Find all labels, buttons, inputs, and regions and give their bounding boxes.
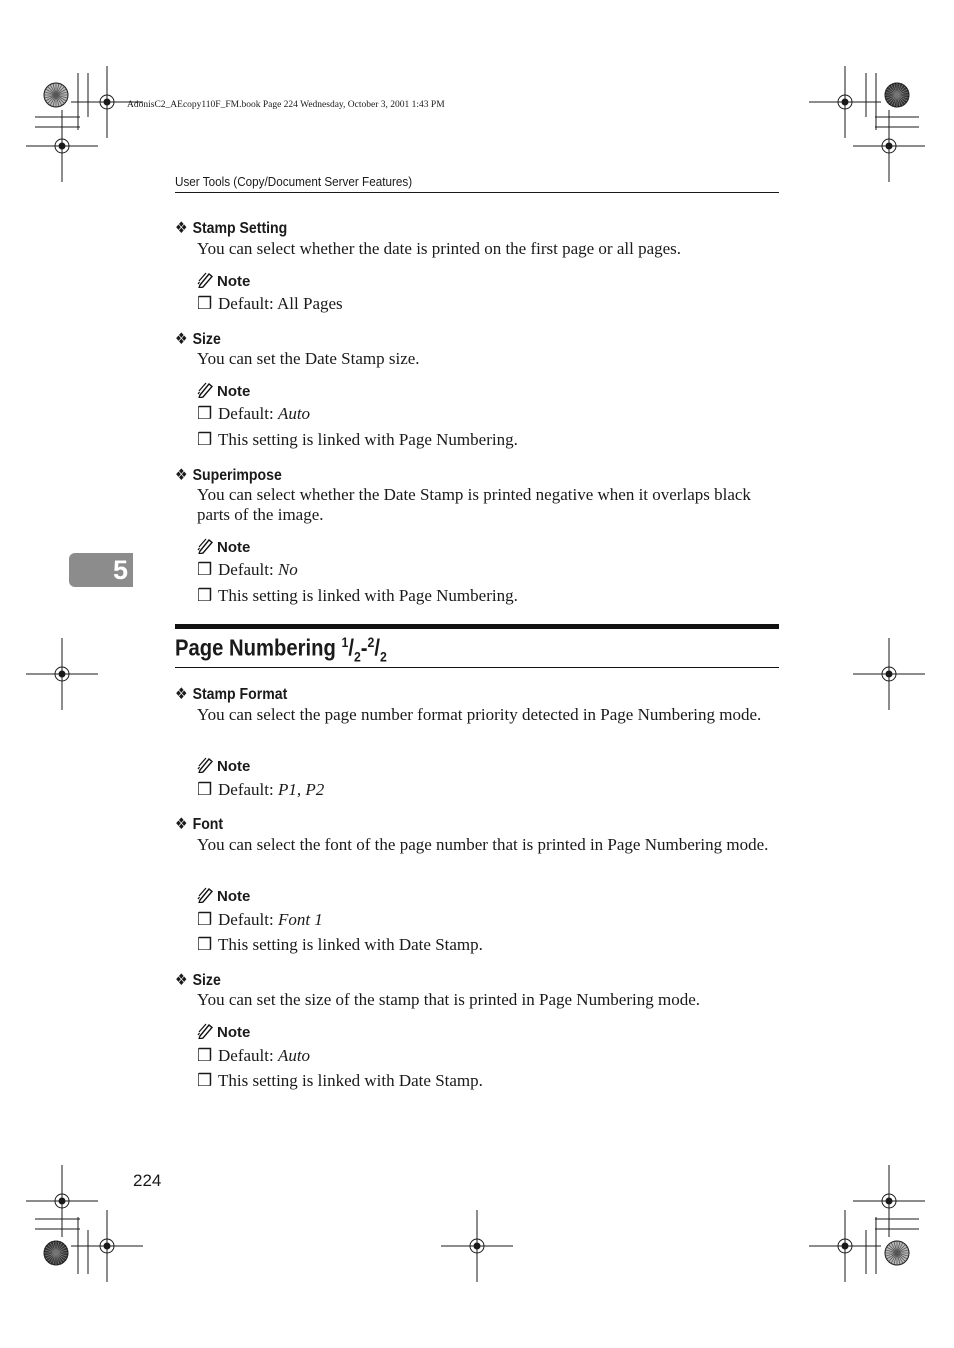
running-head: User Tools (Copy/Document Server Features)	[175, 174, 413, 189]
pencil-note-icon	[197, 887, 214, 903]
item-heading-text: Superimpose	[192, 467, 282, 484]
note-bullet	[197, 404, 310, 424]
item-description: You can select whether the date is printed on the first page or all pages.	[197, 239, 682, 258]
note-text: Default:	[218, 560, 278, 579]
checkbox-bullet-icon: ❒	[197, 430, 213, 449]
item-description: You can select whether the Date Stamp is printed negative when it overlaps black parts of the image.	[197, 485, 751, 524]
diamond-bullet-icon: ❖	[175, 220, 188, 237]
crosshair-mark-icon	[26, 110, 98, 182]
checkbox-bullet-icon: ❒	[197, 1046, 213, 1065]
item-description: You can select the page number format priority detected in Page Numbering mode.	[197, 705, 762, 724]
note-bullet	[197, 294, 343, 314]
checkbox-bullet-icon: ❒	[197, 586, 213, 605]
section-title: Page Numbering $^1/_2-^2/_2$	[175, 634, 387, 665]
checkbox-bullet-icon: ❒	[197, 404, 213, 423]
item-heading	[175, 218, 287, 238]
note-value: Auto	[277, 404, 311, 423]
fraction-denominator-1: 2	[353, 648, 361, 665]
note-bullet	[197, 1071, 483, 1091]
checkbox-bullet-icon: ❒	[197, 294, 213, 313]
note-text: This setting is linked with Date Stamp.	[218, 1071, 483, 1090]
note-bullet	[197, 430, 518, 450]
item-heading	[175, 814, 223, 834]
note-heading	[197, 757, 250, 775]
note-text: This setting is linked with Page Numbering.	[218, 586, 518, 605]
diamond-bullet-icon: ❖	[175, 331, 188, 348]
note-text: Default:	[218, 910, 278, 929]
item-description: You can set the Date Stamp size.	[197, 349, 420, 368]
note-label: Note	[217, 1024, 251, 1041]
crosshair-mark-icon	[441, 1210, 513, 1282]
crosshair-mark-icon	[26, 1165, 98, 1237]
pencil-note-icon	[197, 382, 214, 398]
diamond-bullet-icon: ❖	[175, 467, 188, 484]
note-text: Default:	[218, 1046, 278, 1065]
registration-rosette-icon	[44, 1241, 68, 1265]
note-heading	[197, 1023, 250, 1041]
note-bullet	[197, 560, 298, 580]
pencil-note-icon	[197, 538, 214, 554]
item-heading-text: Stamp Setting	[192, 220, 288, 237]
note-label: Note	[217, 888, 251, 905]
note-value: No	[277, 560, 298, 579]
note-value: Font 1	[277, 910, 323, 929]
diamond-bullet-icon: ❖	[175, 686, 188, 703]
note-label: Note	[217, 758, 251, 775]
chapter-number-text: 5	[112, 555, 128, 585]
item-heading	[175, 970, 221, 990]
note-bullet	[197, 910, 323, 930]
crosshair-mark-icon	[26, 638, 98, 710]
note-bullet	[197, 780, 324, 800]
pencil-note-icon	[197, 272, 214, 288]
item-heading	[175, 465, 282, 485]
crosshair-mark-icon	[853, 638, 925, 710]
chapter-number	[69, 553, 133, 587]
fraction-separator: -	[360, 634, 368, 661]
crosshair-mark-icon	[853, 110, 925, 182]
checkbox-bullet-icon: ❒	[197, 910, 213, 929]
note-value: All Pages	[277, 294, 343, 313]
diamond-bullet-icon: ❖	[175, 816, 188, 833]
diamond-bullet-icon: ❖	[175, 972, 188, 989]
note-label: Note	[217, 273, 251, 290]
registration-rosette-icon	[885, 83, 909, 107]
note-text: Default:	[218, 780, 278, 799]
item-heading	[175, 329, 221, 349]
section-rule	[175, 667, 779, 668]
crosshair-mark-icon	[71, 1210, 143, 1282]
section-bar	[175, 624, 779, 629]
checkbox-bullet-icon: ❒	[197, 935, 213, 954]
fraction-denominator-2: 2	[380, 648, 387, 665]
note-text: Default:	[218, 294, 278, 313]
note-label: Note	[217, 539, 251, 556]
checkbox-bullet-icon: ❒	[197, 1071, 213, 1090]
item-heading-text: Stamp Format	[192, 686, 288, 703]
checkbox-bullet-icon: ❒	[197, 780, 213, 799]
page-number: 224	[133, 1171, 162, 1190]
registration-rosette-icon	[885, 1241, 909, 1265]
registration-rosette-icon	[44, 83, 68, 107]
note-text: This setting is linked with Page Numbering.	[218, 430, 518, 449]
note-heading	[197, 538, 250, 556]
checkbox-bullet-icon: ❒	[197, 560, 213, 579]
section-title-text: Page Numbering	[175, 634, 342, 661]
item-heading-text: Size	[192, 972, 221, 989]
note-bullet	[197, 935, 483, 955]
crosshair-mark-icon	[809, 66, 881, 138]
header-rule	[175, 192, 779, 193]
item-description: You can set the size of the stamp that is printed in Page Numbering mode.	[197, 990, 700, 1009]
note-value: P1, P2	[277, 780, 325, 799]
note-heading	[197, 887, 250, 905]
crosshair-mark-icon	[809, 1210, 881, 1282]
note-label: Note	[217, 383, 251, 400]
note-text: Default:	[218, 404, 278, 423]
note-heading	[197, 272, 250, 290]
fraction-numerator-2: 2	[367, 634, 375, 650]
note-heading	[197, 382, 250, 400]
item-heading-text: Size	[192, 331, 221, 348]
note-bullet	[197, 1046, 310, 1066]
item-heading	[175, 684, 287, 704]
item-heading-text: Font	[192, 816, 224, 833]
fraction-numerator-1: 1	[341, 634, 349, 650]
item-description: You can select the font of the page number that is printed in Page Numbering mode.	[197, 835, 769, 854]
pencil-note-icon	[197, 757, 214, 773]
file-stamp: AdonisC2_AEcopy110F_FM.book Page 224 Wednesday, October 3, 2001 1:43 PM	[127, 100, 445, 110]
crosshair-mark-icon	[853, 1165, 925, 1237]
note-text: This setting is linked with Date Stamp.	[218, 935, 483, 954]
note-value: Auto	[277, 1046, 311, 1065]
note-bullet	[197, 586, 518, 606]
pencil-note-icon	[197, 1023, 214, 1039]
